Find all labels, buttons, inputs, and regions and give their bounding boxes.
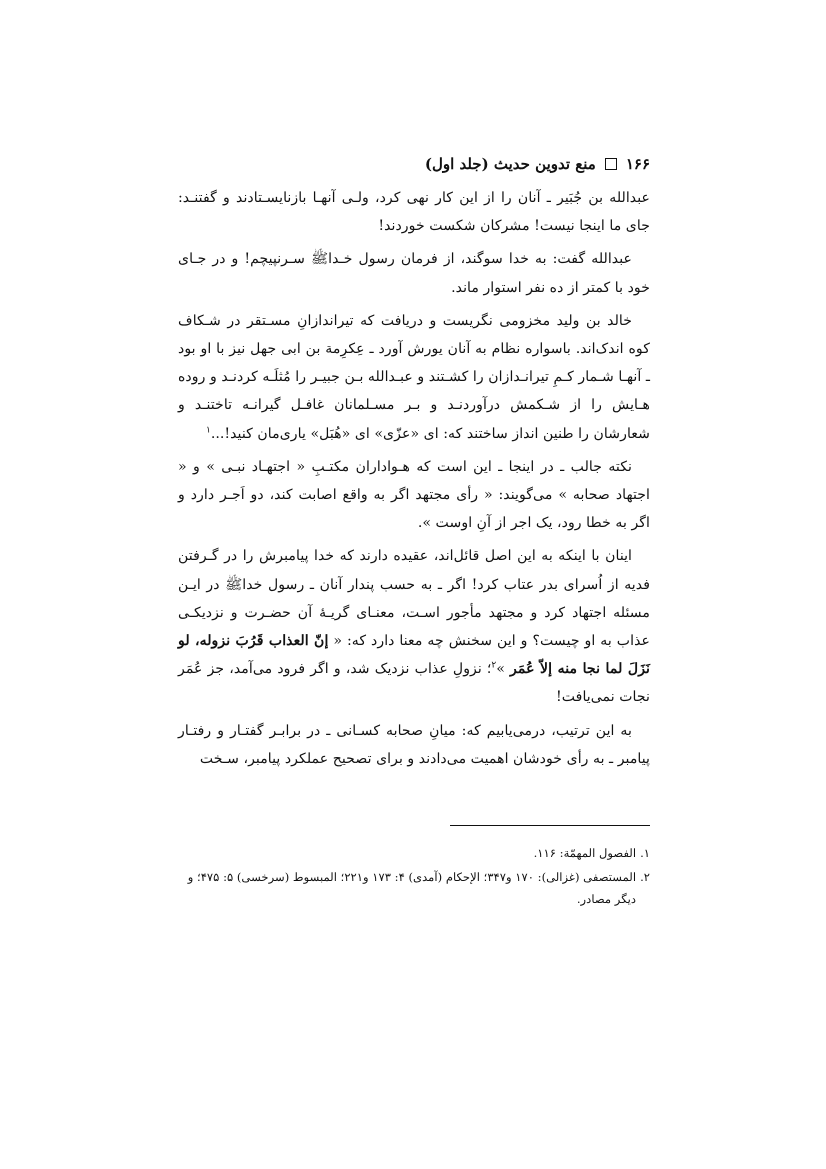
square-ornament-icon: [605, 158, 617, 170]
paragraph: [178, 307, 650, 448]
footnote-text: الفصول المهمّة: ۱۱۶.: [533, 846, 637, 860]
footnote-reference[interactable]: ۲: [491, 660, 497, 671]
paragraph: [178, 245, 650, 301]
arabic-quotation: إنّ العذاب قَرُبَ نزوله، لو نَزَلَ لما نجا منه إلاّ عُمَر: [178, 633, 651, 678]
paragraph-text: ؛ نزولِ عذاب نزدیک شد، و اگر فرود می‌آمد، جز عُمَر نجات نمی‌یافت!: [178, 661, 650, 706]
page-number: ۱۶۶: [625, 155, 650, 173]
footnote-number: ۲.: [640, 870, 650, 884]
footnote-number: ۱.: [640, 846, 650, 860]
footnote-text-continuation: دیگر مصادر.: [576, 892, 636, 906]
paragraph: [178, 453, 650, 538]
paragraph: [178, 542, 650, 711]
paragraph-text: عبدالله گفت: به خدا سوگند، از فرمان رسول خـداﷺ سـرنپیچم! و در جـای خود با کمتر از ده نفر استوار ماند.: [178, 251, 650, 296]
paragraph-text: اینان با اینکه به این اصل قائل‌اند، عقیده دارند که خدا پیامبرش را در گـرفتن فدیه از اُسرای بدر عتاب کرد! اگر ـ به حسب پندار آنان ـ رسول خداﷺ در ایـن مسئله اجتهاد کرد و مجتهد مأجور اسـت، معنـای گریـهٔ آن حضـرت و نزدیکـی عذاب به او چیست؟ و این سخنش چه معنا دارد که: «: [178, 548, 650, 650]
footnote-divider: [450, 825, 650, 826]
paragraph-text: نکته جالب ـ در اینجا ـ این است که هـواداران مکتـبِ « اجتهـاد نبـی » و « اجتهاد صحابه » می‌گویند: « رأی مجتهد اگر به واقع اصابت کند، دو اَجـر دارد و اگر به خطا رود، یک اجر از آنِ اوست ».: [178, 458, 650, 532]
footnote-reference[interactable]: ۱: [206, 424, 211, 435]
paragraph: [178, 184, 650, 240]
body-text: [178, 184, 650, 773]
paragraph-text: به این ترتیب، درمی‌یابیم که: میانِ صحابه کسـانی ـ در برابـر گفتـار و رفتـار پیامبر ـ به رأی خودشان اهمیت می‌دادند و برای تصحیح عملکرد پیامبر، سـخت: [178, 722, 650, 767]
paragraph: [178, 717, 650, 773]
running-header: [178, 150, 650, 178]
page-content: [178, 150, 651, 906]
book-title: منع تدوین حدیث (جلد اول): [424, 155, 596, 173]
quote-close: »: [496, 661, 511, 678]
footnote-item: [178, 842, 650, 864]
paragraph-text: عبدالله بن جُبَیر ـ آنان را از این کار نهی کرد، ولـی آنهـا بازنایسـتادند و گفتنـد: جای ما اینجا نیست! مشرکان شکست خوردند!: [178, 190, 650, 235]
footnotes: [178, 842, 650, 912]
paragraph-text: خالد بن ولید مخزومی نگریست و دریافت که تیراندازانِ مسـتقر در شـکاف کوه اندک‌اند. باسواره نظام به آنان یورش آورد ـ عِکرِمة بن ابی جهل نیز با او بود ـ آنهـا شـمار کـمِ تیرانـدازان را کشـتند و عبـدالله بـن جبیـر را مُثلَـه کردنـد و روده هـایش را از شـکمش درآوردنـد و بـر مسـلمانان غافـل گیرانـه تاختنـد و شعارشان را طنین انداز ساختند که: ای «عزّی» ای «هُبَل» یاری‌مان کنید!...: [178, 312, 650, 442]
footnote-item: [178, 866, 650, 910]
footnote-text: المستصفی (غزالی): ۱۷۰ و۳۴۷؛ الإحکام (آمدی) ۴: ۱۷۳ و۲۲۱؛ المبسوط (سرخسی) ۵: ۴۷۵؛ و: [187, 870, 637, 884]
